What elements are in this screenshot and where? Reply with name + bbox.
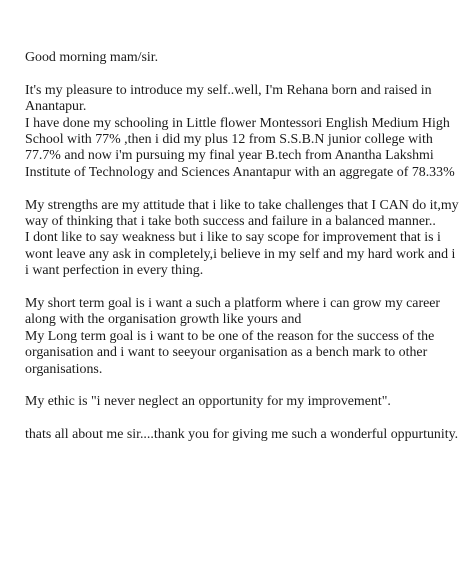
text-line: organisations. [25,361,103,377]
text-line: I have done my schooling in Little flower Montessori English Medium High [25,115,450,131]
text-line: wont leave any ask in completely,i believe in my self and my hard work and i [25,246,456,262]
text-line: School with 77% ,then i did my plus 12 from S.S.B.N junior college with [25,132,433,148]
closing-paragraph [25,427,467,443]
text-line: along with the organisation growth like yours and [25,312,302,328]
text-line: My Long term goal is i want to be one of the reason for the success of the [25,328,435,344]
text-line: Institute of Technology and Sciences Anantapur with an aggregate of 78.33% [25,164,455,180]
text-line: 77.7% and now i'm pursuing my final year B.tech from Anantha Lakshmi [25,148,434,164]
text-line: Anantapur. [25,99,87,115]
ethic-paragraph [25,394,467,410]
text-line: I dont like to say weakness but i like to say scope for improvement that is i [25,230,441,246]
text-line: My strengths are my attitude that i like to take challenges that I CAN do it,my [25,197,459,213]
text-line: My ethic is "i never neglect an opportunity for my improvement". [25,394,391,410]
document-page [25,50,467,460]
introduction-paragraph [25,83,467,181]
text-line: way of thinking that i take both success and failure in a balanced manner.. [25,214,436,230]
text-line: It's my pleasure to introduce my self..well, I'm Rehana born and raised in [25,82,432,98]
text-line: i want perfection in every thing. [25,263,204,279]
text-line: Good morning mam/sir. [25,50,159,65]
goals-paragraph [25,296,467,378]
text-line: thats all about me sir....thank you for giving me such a wonderful oppurtunity. [25,427,459,443]
greeting-paragraph [25,50,467,66]
text-line: My short term goal is i want a such a platform where i can grow my career [25,296,441,312]
strengths-paragraph [25,198,467,280]
text-line: organisation and i want to seeyour organisation as a bench mark to other [25,345,428,361]
